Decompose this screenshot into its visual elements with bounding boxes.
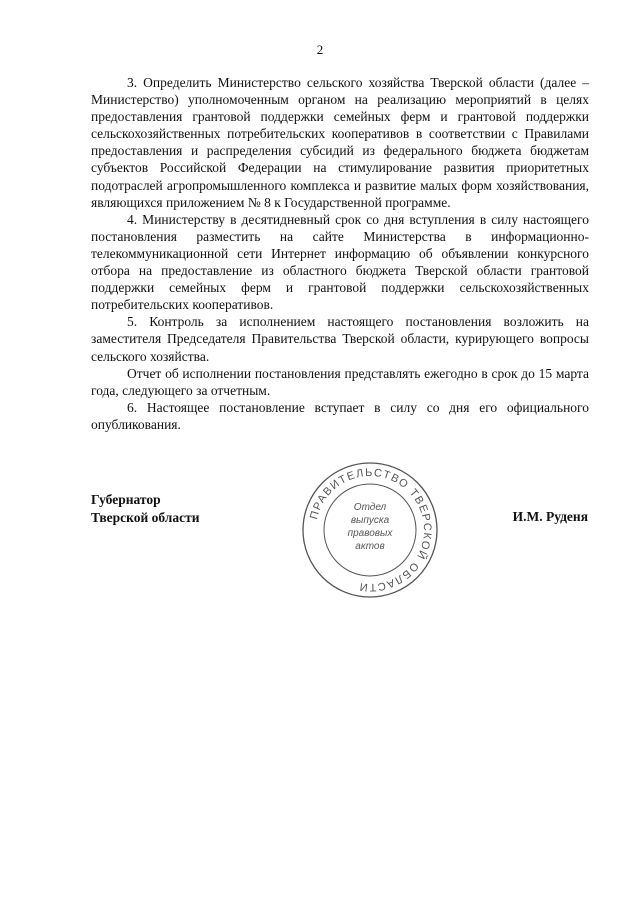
stamp-center-line-1: Отдел: [353, 502, 387, 513]
signatory-name: И.М. Руденя: [512, 509, 588, 524]
signatory-position-line1: Губернатор: [91, 492, 161, 507]
paragraph-5: 5. Контроль за исполнением настоящего постановления возложить на заместителя Председателя Правительства Тверской области, курирующего вопросы сельского хозяйства.: [91, 314, 589, 364]
paragraph-3: 3. Определить Министерство сельского хозяйства Тверской области (далее – Министерство) уполномоченным органом на реализацию мероприятий в целях предоставления грантовой поддержки семейных ферм и грантовой поддержки сельскохозяйственных потребительских кооперативов в соответствии с Правилами предоставления и распределения субсидий из федерального бюджета бюджетам субъектов Российской Федерации на стимулирование развития приоритетных подотраслей агропромышленного комплекса и развитие малых форм хозяйствования, являющихся приложением № 8 к Государственной программе.: [91, 75, 589, 210]
paragraph-4: 4. Министерству в десятидневный срок со дня вступления в силу настоящего постановления разместить на сайте Министерства в информационно-телекоммуникационной сети Интернет информацию об объявлении конкурсного отбора на предоставление из областного бюджета Тверской области грантовой поддержки семейных ферм и грантовой поддержки сельскохозяйственных потребительских кооперативов.: [91, 211, 589, 313]
stamp-center-line-2: выпуска: [350, 515, 390, 526]
stamp-ring-text: ПРАВИТЕЛЬСТВО ТВЕРСКОЙ ОБЛАСТИ: [308, 466, 434, 594]
document-body: [91, 74, 589, 433]
signatory-position-line2: Тверской области: [91, 510, 200, 525]
stamp-center-line-3: правовых: [347, 528, 393, 539]
stamp-center-line-4: актов: [355, 541, 385, 552]
official-stamp: [300, 460, 440, 600]
signatory-position: [91, 491, 200, 527]
page-number: 2: [316, 42, 324, 57]
paragraph-6: 6. Настоящее постановление вступает в силу со дня его официального опубликования.: [91, 399, 589, 432]
paragraph-report: Отчет об исполнении постановления представлять ежегодно в срок до 15 марта года, следующего за отчетным.: [91, 365, 589, 398]
